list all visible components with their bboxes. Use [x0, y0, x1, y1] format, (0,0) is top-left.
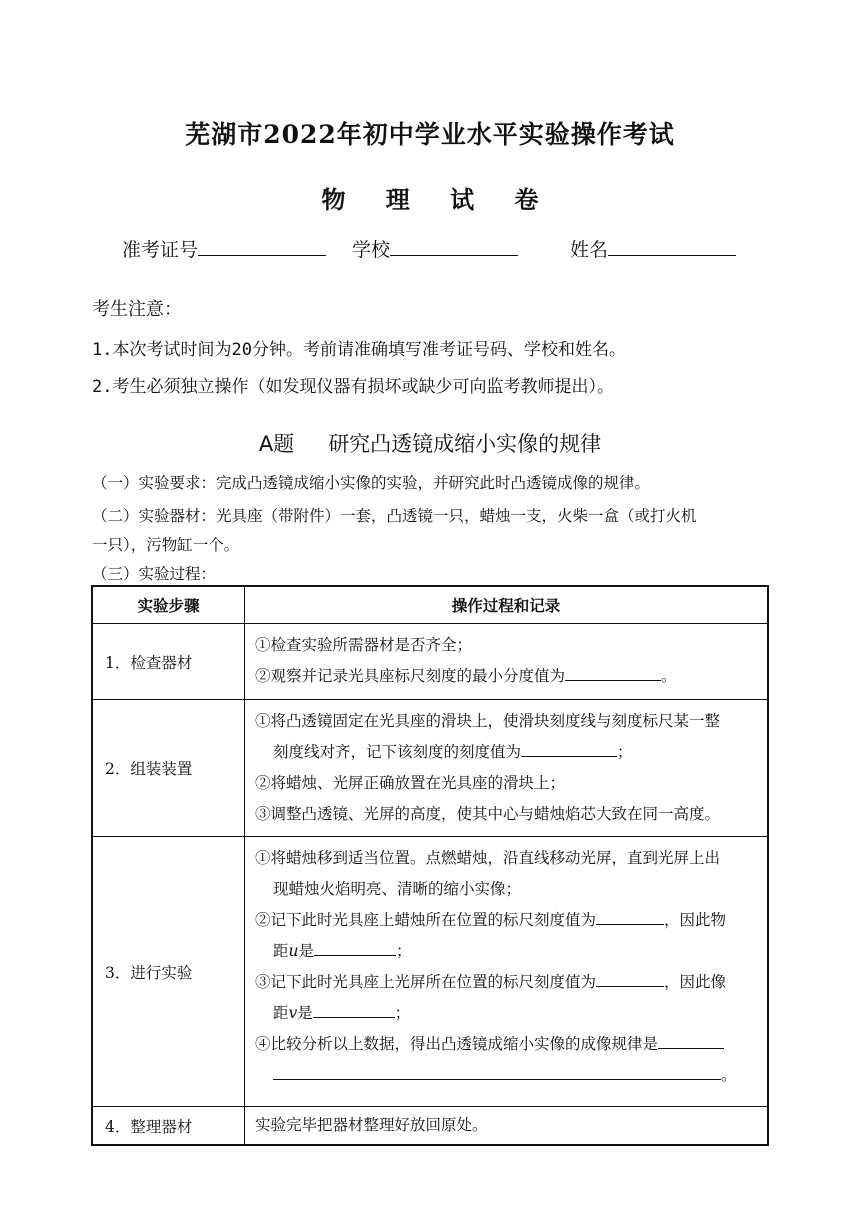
experiment-equipment-line1: （二）实验器材：光具座（带附件）一套，凸透镜一只，蜡烛一支，火柴一盒（或打火机 — [92, 507, 697, 525]
answer-blank[interactable] — [273, 1061, 721, 1080]
table-row — [92, 700, 768, 837]
answer-blank[interactable] — [596, 968, 664, 987]
op-line: ④比较分析以上数据，得出凸透镜成缩小实像的成像规律是 — [255, 1029, 759, 1060]
step-name: 3．进行实验 — [92, 837, 245, 1107]
notice-item: 1.本次考试时间为20分钟。考前请准确填写准考证号码、学校和姓名。 — [92, 340, 626, 360]
notice-item: 2.考生必须独立操作（如发现仪器有损坏或缺少可向监考教师提出）。 — [92, 377, 614, 397]
school-label: 学校 — [352, 239, 391, 261]
step-ops — [245, 624, 769, 700]
op-line: ③记下此时光具座上光屏所在位置的标尺刻度值为 ，因此像 — [255, 967, 759, 998]
section-title — [0, 428, 860, 458]
answer-blank[interactable] — [565, 662, 661, 681]
op-line: 。 — [255, 1060, 759, 1091]
step-name: 2．组装装置 — [92, 700, 245, 837]
op-line: ①将凸透镜固定在光具座的滑块上，使滑块刻度线与刻度标尺某一整 — [255, 712, 721, 730]
school-field — [352, 235, 518, 262]
table-header-step: 实验步骤 — [92, 586, 245, 624]
name-field — [570, 235, 736, 262]
name-label: 姓名 — [570, 239, 609, 261]
op-line: ③调整凸透镜、光屏的高度，使其中心与蜡烛焰芯大致在同一高度。 — [255, 805, 721, 823]
notice-heading: 考生注意： — [92, 299, 182, 320]
section-code: A题 — [258, 432, 295, 456]
table-header-row — [92, 586, 768, 624]
name-blank[interactable] — [608, 237, 736, 256]
experiment-requirement: （一）实验要求：完成凸透镜成缩小实像的实验，并研究此时凸透镜成像的规律。 — [92, 474, 651, 492]
op-line: ②观察并记录光具座标尺刻度的最小分度值为 。 — [255, 661, 759, 692]
answer-blank[interactable] — [314, 937, 396, 956]
op-line: ①将蜡烛移到适当位置。点燃蜡烛，沿直线移动光屏，直到光屏上出 — [255, 849, 721, 867]
op-line: 距u是 ； — [255, 936, 759, 967]
step-ops — [245, 837, 769, 1107]
experiment-process-heading: （三）实验过程： — [92, 565, 217, 583]
procedure-table — [91, 585, 769, 1146]
table-row — [92, 837, 768, 1107]
answer-blank[interactable] — [313, 999, 395, 1018]
exam-subtitle: 物 理 试 卷 — [321, 185, 555, 214]
exam-title: 芜湖市2022年初中学业水平实验操作考试 — [185, 120, 675, 149]
step-name: 4．整理器材 — [92, 1107, 245, 1146]
exam-id-blank[interactable] — [198, 237, 326, 256]
step-ops — [245, 1107, 769, 1146]
op-line: 实验完毕把器材整理好放回原处。 — [255, 1116, 488, 1134]
table-row — [92, 624, 768, 700]
answer-blank[interactable] — [596, 906, 664, 925]
answer-blank[interactable] — [658, 1030, 724, 1049]
exam-id-field — [122, 235, 326, 262]
answer-blank[interactable] — [521, 738, 617, 757]
step-name: 1．检查器材 — [92, 624, 245, 700]
op-line: ②将蜡烛、光屏正确放置在光具座的滑块上； — [255, 774, 566, 792]
table-row — [92, 1107, 768, 1146]
step-ops — [245, 700, 769, 837]
op-line: ②记下此时光具座上蜡烛所在位置的标尺刻度值为 ，因此物 — [255, 905, 759, 936]
op-line: 刻度线对齐，记下该刻度的刻度值为 ； — [255, 737, 759, 768]
experiment-equipment-line2: 一只），污物缸一个。 — [92, 536, 240, 554]
section-name: 研究凸透镜成缩小实像的规律 — [328, 432, 602, 456]
op-line: 现蜡烛火焰明亮、清晰的缩小实像； — [273, 880, 522, 898]
school-blank[interactable] — [390, 237, 518, 256]
table-header-ops: 操作过程和记录 — [245, 586, 769, 624]
op-line: 距v是 ； — [255, 998, 759, 1029]
op-line: ①检查实验所需器材是否齐全； — [255, 636, 473, 654]
exam-id-label: 准考证号 — [122, 239, 199, 261]
